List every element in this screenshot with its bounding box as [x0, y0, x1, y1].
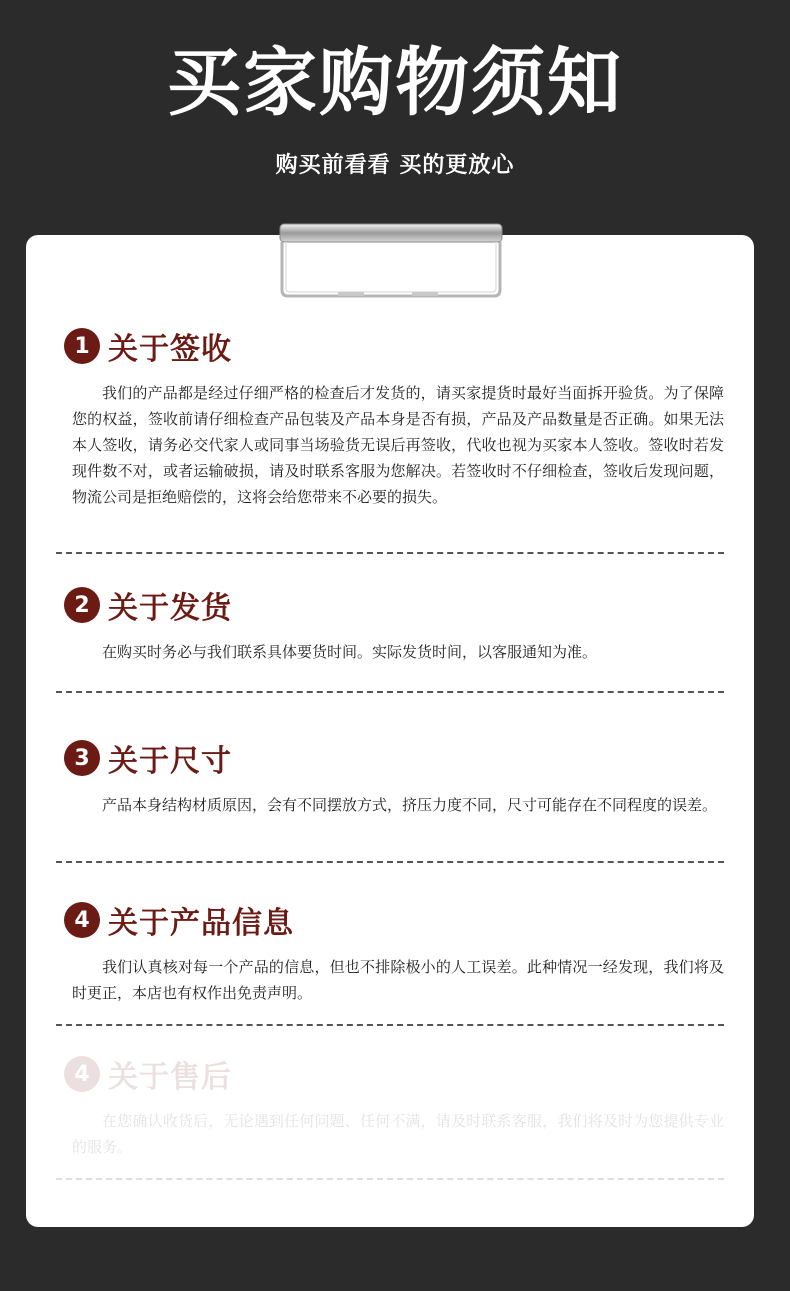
section-number-badge: 3 — [64, 740, 100, 776]
section-header — [64, 585, 724, 625]
dashed-divider — [56, 691, 724, 693]
section-title: 关于产品信息 — [108, 906, 294, 941]
section-body: 产品本身结构材质原因，会有不同摆放方式，挤压力度不同，尺寸可能存在不同程度的误差。 — [102, 796, 718, 814]
section-number-badge: 2 — [64, 587, 100, 623]
clipboard-clip-icon — [278, 222, 504, 298]
section-shipping — [64, 585, 724, 665]
section-size — [64, 738, 724, 818]
section-body: 我们认真核对每一个产品的信息，但也不排除极小的人工误差。此种情况一经发现，我们将及时更正，本店也有权作出免责声明。 — [72, 958, 724, 1002]
section-body: 我们的产品都是经过仔细严格的检查后才发货的，请买家提货时最好当面拆开验货。为了保障您的权益，签收前请仔细检查产品包装及产品本身是否有损，产品及产品数量是否正确。如果无法本人签收，请务必交代家人或同事当场验货无误后再签收，代收也视为买家本人签收。签收时若发现件数不对，或者运输破损，请及时联系客服为您解决。若签收时不仔细检查，签收后发现问题，物流公司是拒绝赔偿的，这将会给您带来不必要的损失。 — [72, 384, 724, 506]
dashed-divider — [56, 861, 724, 863]
section-title: 关于发货 — [108, 591, 232, 626]
section-product-info — [64, 900, 724, 1006]
dashed-divider — [56, 1178, 724, 1180]
dashed-divider — [56, 552, 724, 554]
page-title: 买家购物须知 — [167, 40, 623, 126]
section-body: 在您确认收货后，无论遇到任何问题、任何不满，请及时联系客服，我们将及时为您提供专业的服务。 — [72, 1112, 724, 1156]
section-title: 关于尺寸 — [108, 744, 232, 779]
section-title: 关于签收 — [108, 332, 232, 367]
section-body: 在购买时务必与我们联系具体要货时间。实际发货时间，以客服通知为准。 — [102, 643, 598, 661]
section-header — [64, 1054, 724, 1094]
section-header — [64, 900, 724, 940]
section-number-badge: 4 — [64, 1056, 100, 1092]
section-signing — [64, 326, 724, 510]
section-after-sales — [64, 1054, 724, 1160]
section-number-badge: 1 — [64, 328, 100, 364]
page-subtitle: 购买前看看 买的更放心 — [275, 153, 515, 178]
section-header — [64, 326, 724, 366]
section-header — [64, 738, 724, 778]
dashed-divider — [56, 1024, 724, 1026]
section-title: 关于售后 — [108, 1060, 232, 1095]
section-number-badge: 4 — [64, 902, 100, 938]
